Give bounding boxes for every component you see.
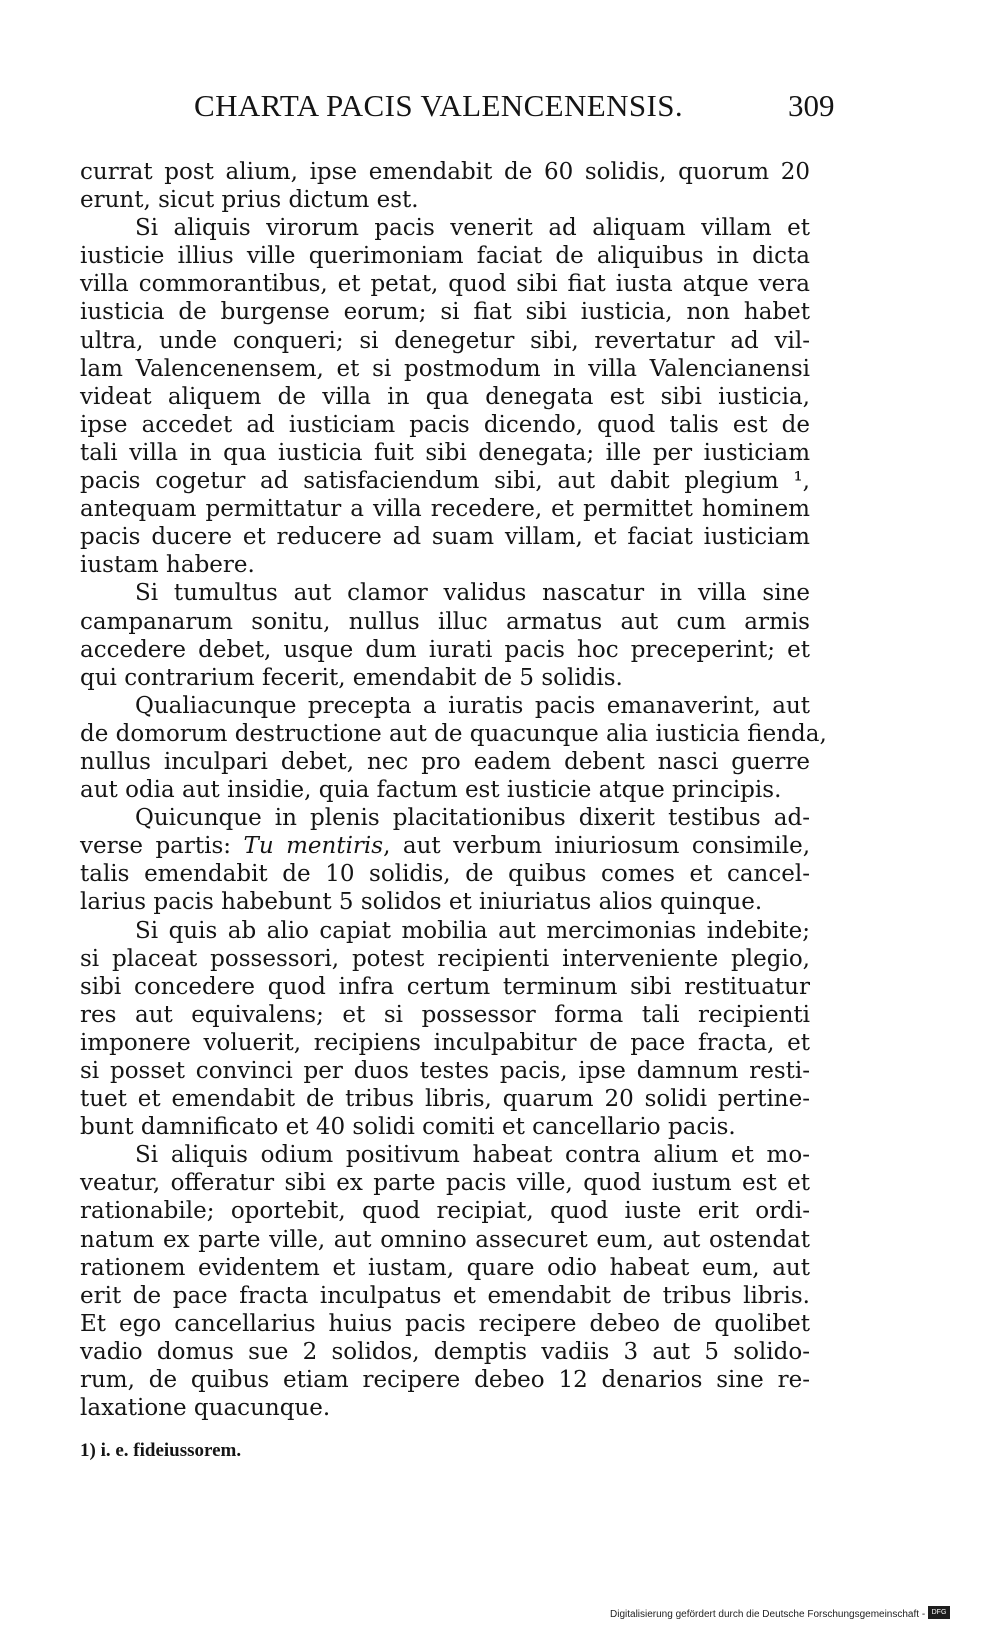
- text-line: iustam habere.: [80, 552, 255, 579]
- text-line: accedere debet, usque dum iurati pacis hoc preceperint; et: [80, 636, 810, 663]
- text-line: ultra, unde conqueri; si denegetur sibi, revertatur ad vil-: [80, 327, 810, 354]
- text-line: natum ex parte ville, aut omnino assecuret eum, aut ostendat: [80, 1226, 810, 1253]
- page-number: 309: [788, 88, 835, 123]
- footnote: 1) i. e. fideiussorem.: [80, 1440, 242, 1461]
- running-header: [0, 88, 1000, 128]
- text-line: videat aliquem de villa in qua denegata est sibi iusticia,: [80, 383, 810, 410]
- text-line: currat post alium, ipse emendabit de 60 solidis, quorum 20: [80, 159, 810, 185]
- digitization-credit: Digitalisierung gefördert durch die Deutsche Forschungsgemeinschaft -: [610, 1609, 926, 1620]
- text-line: si posset convinci per duos testes pacis, ipse damnum resti-: [80, 1058, 810, 1084]
- text-line: erit de pace fracta inculpatus et emendabit de tribus libris.: [80, 1282, 810, 1309]
- text-line: si placeat possessori, potest recipienti interveniente plegio,: [80, 945, 810, 972]
- text-line: antequam permittatur a villa recedere, et permittet hominem: [80, 496, 810, 523]
- text-line: de domorum destructione aut de quacunque alia iusticia fienda,: [80, 720, 827, 747]
- text-line: talis emendabit de 10 solidis, de quibus comes et cancel-: [80, 861, 810, 888]
- text-line: Si aliquis virorum pacis venerit ad aliquam villam et: [135, 215, 810, 242]
- text-line: bunt damnificato et 40 solidi comiti et cancellario pacis.: [80, 1114, 736, 1141]
- body-text: [80, 158, 827, 1422]
- text-line: sibi concedere quod infra certum terminum sibi restituatur: [80, 973, 810, 1000]
- text-line: iusticie illius ville querimoniam faciat de aliquibus in dicta: [80, 243, 810, 270]
- text-line: iusticia de burgense eorum; si fiat sibi iusticia, non habet: [80, 299, 810, 326]
- text-line: Quicunque in plenis placitationibus dixerit testibus ad-: [135, 805, 810, 832]
- text-line: rationabile; oportebit, quod recipiat, quod iuste erit ordi-: [80, 1198, 810, 1225]
- text-line: vadio domus sue 2 solidos, demptis vadiis 3 aut 5 solido-: [80, 1338, 810, 1365]
- text-line: pacis ducere et reducere ad suam villam, et faciat iusticiam: [80, 524, 810, 551]
- text-line: res aut equivalens; et si possessor forma tali recipienti: [80, 1001, 810, 1028]
- text-line: Qualiacunque precepta a iuratis pacis emanaverint, aut: [135, 692, 810, 719]
- text-line: erunt, sicut prius dictum est.: [80, 187, 419, 214]
- text-line: qui contrarium fecerit, emendabit de 5 solidis.: [80, 664, 623, 691]
- quoted-phrase: Tu mentiris: [243, 833, 384, 860]
- text-line: villa commorantibus, et petat, quod sibi fiat iusta atque vera: [80, 271, 810, 298]
- text-line: Si quis ab alio capiat mobilia aut mercimonias indebite;: [135, 917, 810, 944]
- text-line: lam Valencenensem, et si postmodum in villa Valencianensi: [80, 355, 810, 382]
- text-line: larius pacis habebunt 5 solidos et iniuriatus alios quinque.: [80, 889, 763, 916]
- text-line: Si aliquis odium positivum habeat contra alium et mo-: [135, 1142, 810, 1169]
- text-line: ipse accedet ad iusticiam pacis dicendo, quod talis est de: [80, 411, 810, 438]
- text-line: Si tumultus aut clamor validus nascatur in villa sine: [135, 580, 810, 607]
- text-line: nullus inculpari debet, nec pro eadem debent nasci guerre: [80, 748, 810, 775]
- text-line: tuet et emendabit de tribus libris, quarum 20 solidi pertine-: [80, 1086, 810, 1113]
- text-line: rationem evidentem et iustam, quare odio habeat eum, aut: [80, 1254, 810, 1281]
- text-line: tali villa in qua iusticia fuit sibi denegata; ille per iusticiam: [80, 439, 810, 466]
- text-line: campanarum sonitu, nullus illuc armatus aut cum armis: [80, 608, 810, 635]
- text-line: veatur, offeratur sibi ex parte pacis ville, quod iustum est et: [80, 1170, 810, 1197]
- running-title: CHARTA PACIS VALENCENENSIS.: [194, 88, 684, 123]
- text-line: verse partis: Tu mentiris, aut verbum iniuriosum consimile,: [80, 833, 811, 860]
- text-line: imponere voluerit, recipiens inculpabitur de pace fracta, et: [80, 1029, 810, 1056]
- text-line: pacis cogetur ad satisfaciendum sibi, aut dabit plegium ¹,: [80, 468, 810, 495]
- text-line: aut odia aut insidie, quia factum est iusticie atque principis.: [80, 777, 782, 804]
- text-line: Et ego cancellarius huius pacis recipere debeo de quolibet: [80, 1310, 810, 1337]
- dfg-logo: DFG: [928, 1606, 950, 1619]
- text-line: rum, de quibus etiam recipere debeo 12 denarios sine re-: [80, 1367, 810, 1394]
- text-line: laxatione quacunque.: [80, 1395, 331, 1422]
